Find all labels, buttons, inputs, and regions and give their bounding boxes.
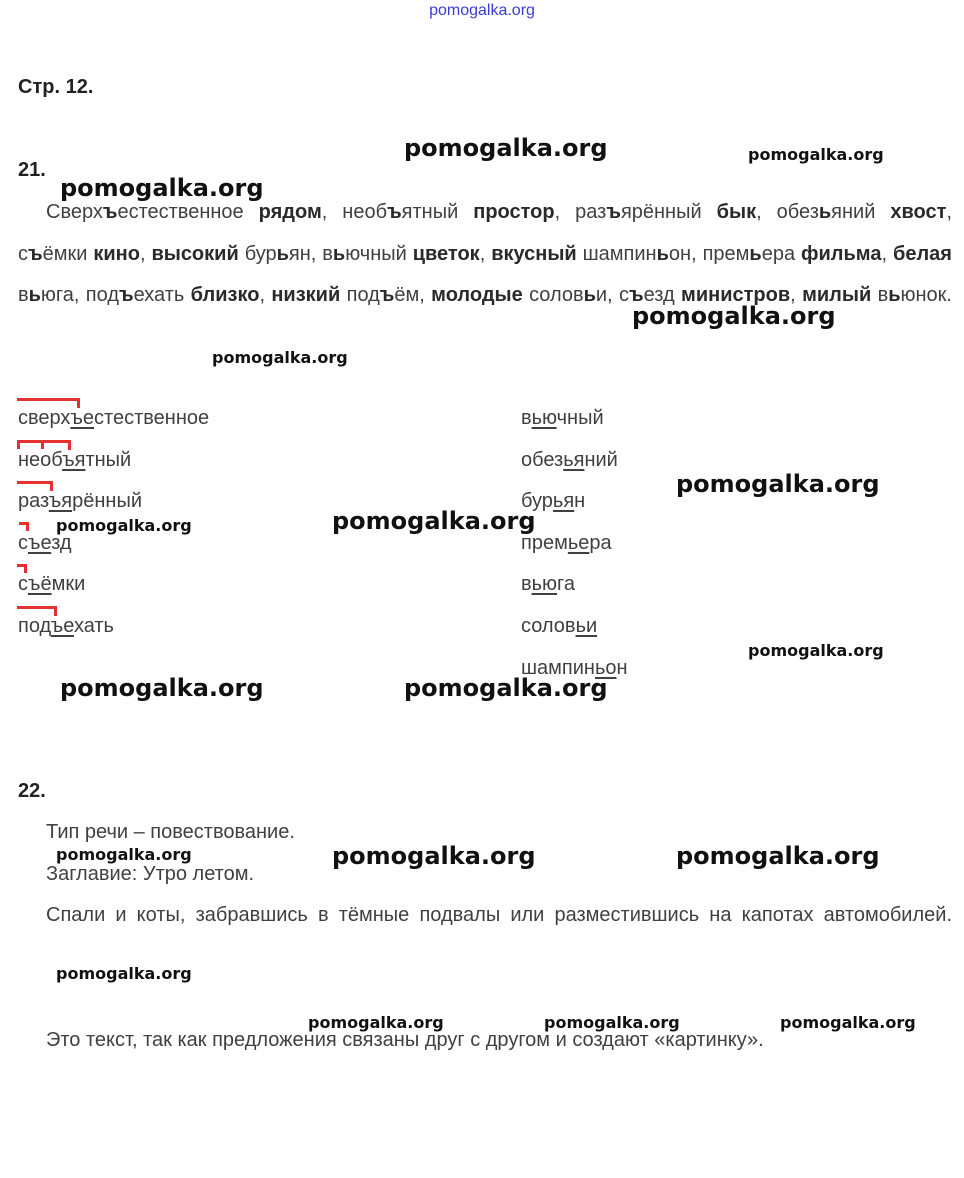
bold-fragment: ъ [102,201,118,223]
underlined-letters: ъе [70,407,95,429]
word-item [521,532,612,555]
underlined-letters: ья [552,490,575,513]
text-fragment: яний [831,201,891,223]
bold-fragment: бык [716,201,757,223]
text-fragment: в [18,284,29,306]
word-part: н [574,490,586,513]
word-item [18,490,142,513]
example-sentence: Спали и коты, забравшись в тёмные подвалы или разместившись на капотах автомобилей. [46,904,952,926]
word-part: раз [18,490,49,513]
bold-fragment: кино [93,242,140,265]
prefix-marker-tick [24,564,27,573]
watermark: pomogalka.org [60,674,264,702]
text-fragment: , необ [321,201,388,223]
word-part: стественное [94,407,210,429]
word-part: под [18,615,51,637]
text-fragment: ера [761,242,802,265]
word-part: шампин [521,656,595,679]
word-item [18,407,209,430]
word-item [521,573,575,596]
watermark: pomogalka.org [56,964,192,983]
watermark: pomogalka.org [56,516,192,535]
text-fragment: он, прем [668,242,750,265]
watermark: pomogalka.org [780,1013,916,1032]
bold-fragment: ъ [606,201,621,223]
watermark: pomogalka.org [748,641,884,660]
watermark: pomogalka.org [56,845,192,864]
word-part: рённый [72,490,142,513]
word-part: н [616,656,628,679]
conclusion-line: Это текст, так как предложения связаны друг с другом и создают «картинку». [46,1029,764,1051]
underlined-letters: ью [531,407,557,429]
text-fragment: ятный [401,201,474,223]
text-fragment: ём, [394,284,432,306]
bold-fragment: рядом [258,201,322,223]
bold-fragment: вкусный [491,242,577,265]
bold-fragment: низкий [271,284,341,306]
text-fragment: , [881,242,893,265]
text-fragment: бур [238,242,277,265]
bold-fragment: министров [681,284,791,306]
word-item [521,407,604,430]
word-part: в [521,573,532,596]
prefix-marker-tick [26,522,29,531]
word-part: сверх [18,407,71,429]
bold-fragment: ъ [28,242,43,265]
text-fragment: , [790,284,803,306]
bold-fragment: ъ [379,284,395,306]
word-part: в [521,407,532,429]
text-fragment: юга, под [40,284,119,306]
bold-fragment: простор [473,201,555,223]
watermark: pomogalka.org [676,842,880,870]
word-item [18,615,114,638]
word-item [18,573,85,596]
word-part: обез [521,448,564,471]
bold-fragment: ь [749,242,762,265]
text-fragment: в [871,284,889,306]
watermark: pomogalka.org [332,842,536,870]
bold-fragment: молодые [431,284,523,306]
bold-fragment: ь [276,242,289,265]
bold-fragment: ь [888,284,901,306]
watermark: pomogalka.org [544,1013,680,1032]
prefix-marker [17,606,57,609]
title-line: Заглавие: Утро летом. [46,863,255,885]
bold-fragment: ь [656,242,669,265]
text-fragment: , обез [756,201,819,223]
text-fragment: естественное [117,201,259,223]
word-part: га [557,573,576,596]
word-part: ра [589,531,612,554]
prefix-marker [17,481,53,484]
word-part: мки [51,573,86,596]
text-fragment: юнок. [900,284,952,306]
text-fragment: ехать [133,284,191,306]
text-fragment: ючный [345,242,413,265]
word-part: необ [18,448,63,471]
underlined-letters: ью [531,573,558,596]
exercise-22-number: 22. [18,780,46,802]
text-fragment: , [479,242,492,265]
word-part: хать [73,615,114,637]
bold-fragment: высокий [151,242,239,265]
underlined-letters: ъя [62,448,86,471]
word-item [18,532,72,555]
word-part: с [18,573,28,596]
watermark: pomogalka.org [676,470,880,498]
bold-fragment: фильма [801,242,882,265]
exercise-21-number: 21. [18,159,46,181]
bold-fragment: ь [818,201,832,223]
word-part: ний [584,448,618,471]
page-label: Стр. 12. [18,76,94,98]
underlined-letters: ъе [50,615,74,637]
underlined-letters: ье [567,531,590,554]
exercise-21-text [18,192,952,317]
text-fragment: ярённый [620,201,717,223]
text-fragment: езд [643,284,682,306]
prefix-marker [17,398,79,401]
watermark: pomogalka.org [748,145,884,164]
watermark: pomogalka.org [632,302,836,330]
word-part: бур [521,490,553,513]
top-watermark: pomogalka.org [429,2,535,19]
word-part: прем [521,531,568,554]
word-item [18,449,131,472]
watermark: pomogalka.org [308,1013,444,1032]
watermark: pomogalka.org [404,134,608,162]
underlined-letters: ъя [48,490,73,513]
text-fragment: солов [522,284,584,306]
text-fragment: , [139,242,152,265]
watermark: pomogalka.org [60,174,264,202]
underlined-letters: ьо [594,656,617,679]
bold-fragment: хвост [890,201,947,223]
word-part: тный [85,448,132,471]
bold-fragment: ь [583,284,596,306]
bold-fragment: ъ [387,201,402,223]
word-part: чный [556,407,604,429]
bold-fragment: милый [802,284,872,306]
speech-type-line: Тип речи – повествование. [46,821,295,843]
text-fragment: , [259,284,272,306]
text-fragment: , раз [554,201,607,223]
word-part: зд [51,531,72,554]
text-fragment: и, с [595,284,629,306]
bold-fragment: белая [892,242,952,265]
text-fragment: , с [18,201,952,265]
bold-fragment: ь [332,242,346,265]
underlined-letters: ья [563,448,585,471]
text-fragment: ёмки [42,242,94,265]
watermark: pomogalka.org [332,507,536,535]
underlined-letters: ъё [28,573,52,596]
word-part: с [18,531,28,554]
word-item [521,449,618,472]
text-fragment: Сверх [46,201,103,223]
underlined-letters: ъе [28,531,52,554]
bold-fragment: близко [190,284,260,306]
text-fragment: под [340,284,380,306]
word-part: солов [521,615,576,637]
bold-fragment: ъ [119,284,134,306]
bold-fragment: ъ [629,284,644,306]
bold-fragment: цветок [412,242,480,265]
bold-fragment: ь [28,284,41,306]
underlined-letters: ьи [575,615,598,637]
watermark: pomogalka.org [404,674,608,702]
prefix-marker [17,440,71,443]
text-fragment: ян, в [288,242,333,265]
watermark: pomogalka.org [212,348,348,367]
word-item [521,615,597,638]
text-fragment: шампин [576,242,657,265]
